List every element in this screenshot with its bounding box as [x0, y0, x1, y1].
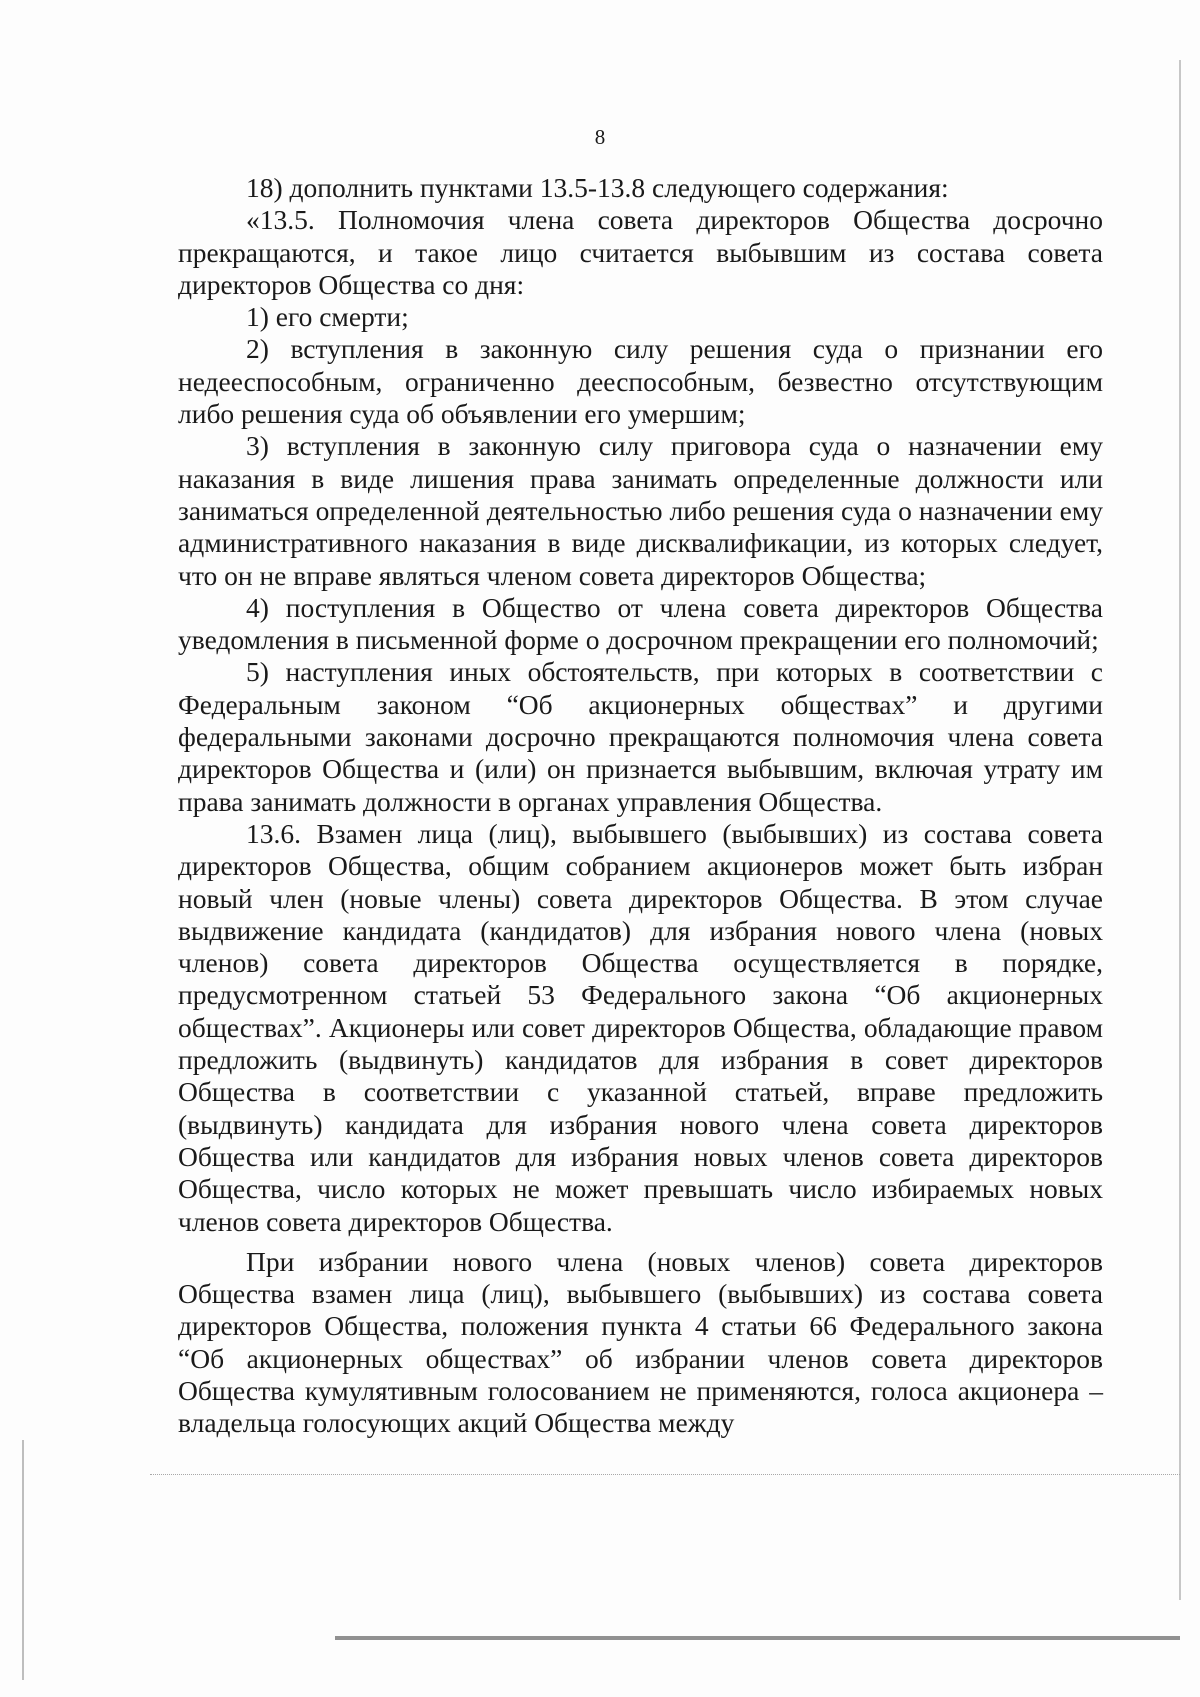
scan-edge-left	[22, 1440, 24, 1680]
paragraph-13-6: 13.6. Взамен лица (лиц), выбывшего (выбывших) из состава совета директоров Общества, общим собранием акционеров может быть избран новый член (новые члены) совета директоров Общества. В этом случае выдвижение кандидата (кандидатов) для избрания нового члена (новых членов) совета директоров Общества осуществляется в порядке, предусмотренном статьей 53 Федерального закона “Об акционерных обществах”. Акционеры или совет директоров Общества, обладающие правом предложить (выдвинуть) кандидатов для избрания в совет директоров Общества в соответствии с указанной статьей, вправе предложить (выдвинуть) кандидата для избрания нового члена совета директоров Общества или кандидатов для избрания новых членов совета директоров Общества, число которых не может превышать число избираемых новых членов совета директоров Общества.	[178, 817, 1103, 1237]
paragraph-election-rules: При избрании нового члена (новых членов) совета директоров Общества взамен лица (лиц), выбывшего (выбывших) из состава совета директоров Общества, положения пункта 4 статьи 66 Федерального закона “Об акционерных обществах” об избрании членов совета директоров Общества кумулятивным голосованием не применяются, голоса акционера – владельца голосующих акций Общества между	[178, 1245, 1103, 1439]
scan-fold-line	[150, 1474, 1180, 1475]
scan-edge-bottom	[335, 1636, 1180, 1640]
list-item-5: 5) наступления иных обстоятельств, при которых в соответствии с Федеральным законом “Об акционерных обществах” и другими федеральными законами досрочно прекращаются полномочия члена совета директоров Общества и (или) он признается выбывшим, включая утрату им права занимать должности в органах управления Общества.	[178, 656, 1103, 817]
scan-edge-right	[1179, 60, 1181, 1600]
paragraph-13-5: «13.5. Полномочия члена совета директоров Общества досрочно прекращаются, и такое лицо считается выбывшим из состава совета директоров Общества со дня:	[178, 204, 1103, 300]
list-item-3: 3) вступления в законную силу приговора суда о назначении ему наказания в виде лишения права занимать определенные должности или заниматься определенной деятельностью либо решения суда о назначении ему административного наказания в виде дисквалификации, из которых следует, что он не вправе являться членом совета директоров Общества;	[178, 430, 1103, 591]
list-item-1: 1) его смерти;	[246, 301, 409, 333]
document-body	[178, 172, 1103, 1440]
page-number: 8	[594, 125, 606, 149]
list-item-2: 2) вступления в законную силу решения суда о признании его недееспособным, ограниченно дееспособным, безвестно отсутствующим либо решения суда об объявлении его умершим;	[178, 333, 1103, 430]
paragraph-amendment-intro: 18) дополнить пунктами 13.5-13.8 следующего содержания:	[246, 172, 949, 203]
list-item-4: 4) поступления в Общество от члена совета директоров Общества уведомления в письменной форме о досрочном прекращении его полномочий;	[178, 591, 1103, 656]
